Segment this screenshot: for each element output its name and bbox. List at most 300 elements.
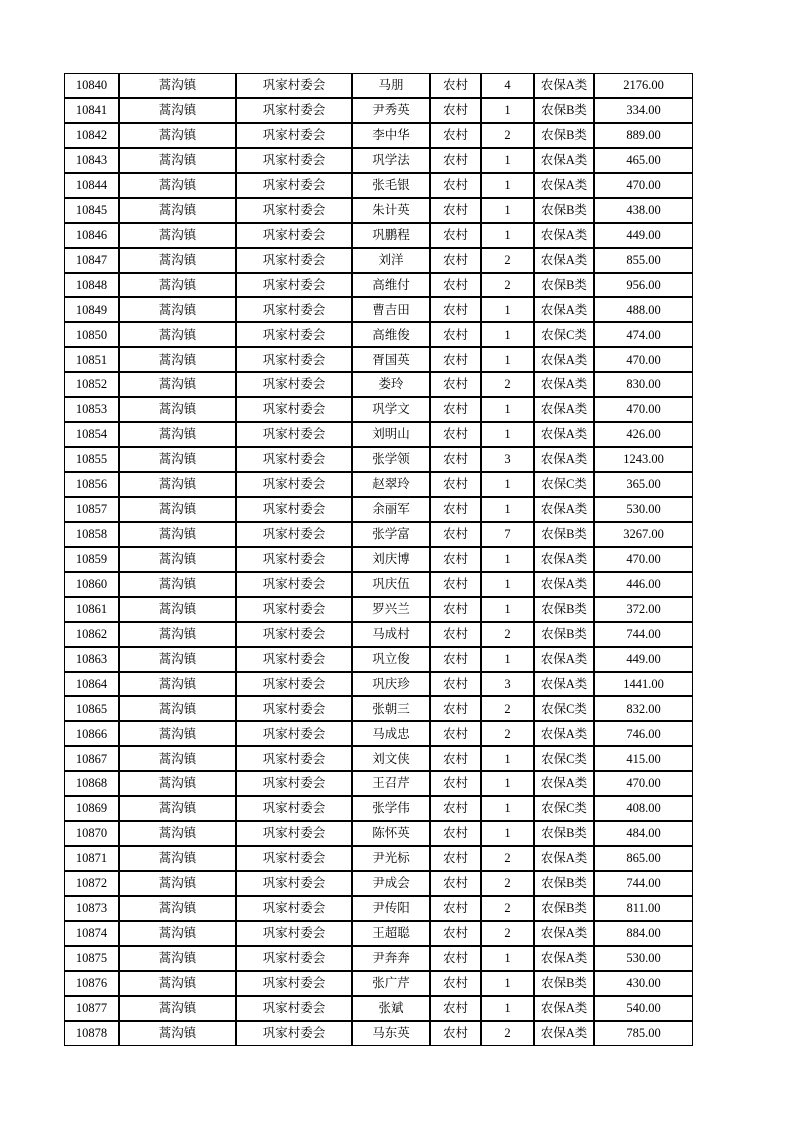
town-cell: 蒿沟镇 bbox=[119, 696, 236, 721]
insurance-type-cell: 农保A类 bbox=[534, 1021, 594, 1046]
person-count-cell: 2 bbox=[481, 921, 534, 946]
table-row bbox=[64, 946, 693, 971]
amount-cell: 470.00 bbox=[594, 173, 693, 198]
town-cell: 蒿沟镇 bbox=[119, 173, 236, 198]
person-count-cell: 1 bbox=[481, 148, 534, 173]
village-committee-cell: 巩家村委会 bbox=[236, 721, 352, 746]
insurance-type-cell: 农保A类 bbox=[534, 297, 594, 322]
person-count-cell: 1 bbox=[481, 397, 534, 422]
amount-cell: 855.00 bbox=[594, 248, 693, 273]
household-category-cell: 农村 bbox=[430, 871, 481, 896]
village-committee-cell: 巩家村委会 bbox=[236, 821, 352, 846]
table-row bbox=[64, 896, 693, 921]
town-cell: 蒿沟镇 bbox=[119, 273, 236, 298]
village-committee-cell: 巩家村委会 bbox=[236, 696, 352, 721]
table-row bbox=[64, 148, 693, 173]
table-row bbox=[64, 821, 693, 846]
serial-number-cell: 10848 bbox=[64, 273, 119, 298]
person-count-cell: 1 bbox=[481, 946, 534, 971]
person-name-cell: 张广芹 bbox=[352, 971, 430, 996]
table-row bbox=[64, 721, 693, 746]
village-committee-cell: 巩家村委会 bbox=[236, 397, 352, 422]
person-count-cell: 1 bbox=[481, 497, 534, 522]
person-count-cell: 2 bbox=[481, 721, 534, 746]
person-count-cell: 2 bbox=[481, 622, 534, 647]
person-name-cell: 尹光标 bbox=[352, 846, 430, 871]
person-count-cell: 1 bbox=[481, 223, 534, 248]
serial-number-cell: 10845 bbox=[64, 198, 119, 223]
amount-cell: 3267.00 bbox=[594, 522, 693, 547]
household-category-cell: 农村 bbox=[430, 347, 481, 372]
household-category-cell: 农村 bbox=[430, 821, 481, 846]
household-category-cell: 农村 bbox=[430, 322, 481, 347]
town-cell: 蒿沟镇 bbox=[119, 771, 236, 796]
amount-cell: 785.00 bbox=[594, 1021, 693, 1046]
town-cell: 蒿沟镇 bbox=[119, 821, 236, 846]
person-name-cell: 高维付 bbox=[352, 273, 430, 298]
town-cell: 蒿沟镇 bbox=[119, 996, 236, 1021]
amount-cell: 365.00 bbox=[594, 472, 693, 497]
household-category-cell: 农村 bbox=[430, 198, 481, 223]
serial-number-cell: 10850 bbox=[64, 322, 119, 347]
table-row bbox=[64, 597, 693, 622]
insurance-type-cell: 农保B类 bbox=[534, 522, 594, 547]
insurance-type-cell: 农保A类 bbox=[534, 173, 594, 198]
table-row bbox=[64, 1021, 693, 1046]
person-count-cell: 1 bbox=[481, 547, 534, 572]
town-cell: 蒿沟镇 bbox=[119, 497, 236, 522]
household-category-cell: 农村 bbox=[430, 73, 481, 98]
person-count-cell: 1 bbox=[481, 796, 534, 821]
town-cell: 蒿沟镇 bbox=[119, 721, 236, 746]
village-committee-cell: 巩家村委会 bbox=[236, 547, 352, 572]
person-name-cell: 巩立俊 bbox=[352, 647, 430, 672]
town-cell: 蒿沟镇 bbox=[119, 447, 236, 472]
person-name-cell: 朱计英 bbox=[352, 198, 430, 223]
person-count-cell: 2 bbox=[481, 372, 534, 397]
village-committee-cell: 巩家村委会 bbox=[236, 522, 352, 547]
town-cell: 蒿沟镇 bbox=[119, 921, 236, 946]
amount-cell: 484.00 bbox=[594, 821, 693, 846]
person-count-cell: 3 bbox=[481, 447, 534, 472]
serial-number-cell: 10869 bbox=[64, 796, 119, 821]
town-cell: 蒿沟镇 bbox=[119, 248, 236, 273]
household-category-cell: 农村 bbox=[430, 522, 481, 547]
insurance-type-cell: 农保B类 bbox=[534, 896, 594, 921]
table-row bbox=[64, 497, 693, 522]
village-committee-cell: 巩家村委会 bbox=[236, 123, 352, 148]
household-category-cell: 农村 bbox=[430, 497, 481, 522]
insurance-type-cell: 农保C类 bbox=[534, 746, 594, 771]
insurance-type-cell: 农保B类 bbox=[534, 971, 594, 996]
serial-number-cell: 10852 bbox=[64, 372, 119, 397]
person-count-cell: 1 bbox=[481, 771, 534, 796]
person-name-cell: 巩鹏程 bbox=[352, 223, 430, 248]
insurance-type-cell: 农保A类 bbox=[534, 422, 594, 447]
person-count-cell: 1 bbox=[481, 971, 534, 996]
village-committee-cell: 巩家村委会 bbox=[236, 497, 352, 522]
town-cell: 蒿沟镇 bbox=[119, 871, 236, 896]
village-committee-cell: 巩家村委会 bbox=[236, 98, 352, 123]
village-committee-cell: 巩家村委会 bbox=[236, 248, 352, 273]
town-cell: 蒿沟镇 bbox=[119, 422, 236, 447]
town-cell: 蒿沟镇 bbox=[119, 472, 236, 497]
amount-cell: 889.00 bbox=[594, 123, 693, 148]
serial-number-cell: 10844 bbox=[64, 173, 119, 198]
town-cell: 蒿沟镇 bbox=[119, 572, 236, 597]
person-name-cell: 刘庆博 bbox=[352, 547, 430, 572]
amount-cell: 470.00 bbox=[594, 547, 693, 572]
person-count-cell: 1 bbox=[481, 647, 534, 672]
village-committee-cell: 巩家村委会 bbox=[236, 647, 352, 672]
serial-number-cell: 10871 bbox=[64, 846, 119, 871]
household-category-cell: 农村 bbox=[430, 597, 481, 622]
household-category-cell: 农村 bbox=[430, 971, 481, 996]
household-category-cell: 农村 bbox=[430, 173, 481, 198]
table-row bbox=[64, 248, 693, 273]
town-cell: 蒿沟镇 bbox=[119, 397, 236, 422]
person-name-cell: 刘洋 bbox=[352, 248, 430, 273]
person-count-cell: 1 bbox=[481, 821, 534, 846]
person-count-cell: 2 bbox=[481, 123, 534, 148]
person-count-cell: 1 bbox=[481, 322, 534, 347]
insurance-type-cell: 农保A类 bbox=[534, 846, 594, 871]
town-cell: 蒿沟镇 bbox=[119, 796, 236, 821]
household-category-cell: 农村 bbox=[430, 372, 481, 397]
village-committee-cell: 巩家村委会 bbox=[236, 273, 352, 298]
table-row bbox=[64, 871, 693, 896]
person-name-cell: 巩庆伍 bbox=[352, 572, 430, 597]
person-name-cell: 余丽军 bbox=[352, 497, 430, 522]
household-category-cell: 农村 bbox=[430, 746, 481, 771]
village-committee-cell: 巩家村委会 bbox=[236, 148, 352, 173]
household-category-cell: 农村 bbox=[430, 622, 481, 647]
household-category-cell: 农村 bbox=[430, 223, 481, 248]
table-row bbox=[64, 746, 693, 771]
amount-cell: 438.00 bbox=[594, 198, 693, 223]
amount-cell: 2176.00 bbox=[594, 73, 693, 98]
serial-number-cell: 10863 bbox=[64, 647, 119, 672]
amount-cell: 956.00 bbox=[594, 273, 693, 298]
person-name-cell: 巩学文 bbox=[352, 397, 430, 422]
table-row bbox=[64, 622, 693, 647]
person-count-cell: 1 bbox=[481, 198, 534, 223]
serial-number-cell: 10856 bbox=[64, 472, 119, 497]
town-cell: 蒿沟镇 bbox=[119, 746, 236, 771]
amount-cell: 408.00 bbox=[594, 796, 693, 821]
household-category-cell: 农村 bbox=[430, 397, 481, 422]
insurance-type-cell: 农保A类 bbox=[534, 397, 594, 422]
village-committee-cell: 巩家村委会 bbox=[236, 672, 352, 697]
insurance-type-cell: 农保A类 bbox=[534, 73, 594, 98]
serial-number-cell: 10874 bbox=[64, 921, 119, 946]
table-row bbox=[64, 173, 693, 198]
person-count-cell: 1 bbox=[481, 297, 534, 322]
amount-cell: 465.00 bbox=[594, 148, 693, 173]
town-cell: 蒿沟镇 bbox=[119, 98, 236, 123]
insurance-type-cell: 农保B类 bbox=[534, 98, 594, 123]
person-name-cell: 高维俊 bbox=[352, 322, 430, 347]
village-committee-cell: 巩家村委会 bbox=[236, 971, 352, 996]
amount-cell: 449.00 bbox=[594, 647, 693, 672]
village-committee-cell: 巩家村委会 bbox=[236, 223, 352, 248]
person-name-cell: 王召芹 bbox=[352, 771, 430, 796]
serial-number-cell: 10875 bbox=[64, 946, 119, 971]
insurance-type-cell: 农保B类 bbox=[534, 871, 594, 896]
person-name-cell: 王超聪 bbox=[352, 921, 430, 946]
insurance-type-cell: 农保B类 bbox=[534, 597, 594, 622]
amount-cell: 470.00 bbox=[594, 397, 693, 422]
amount-cell: 430.00 bbox=[594, 971, 693, 996]
town-cell: 蒿沟镇 bbox=[119, 198, 236, 223]
village-committee-cell: 巩家村委会 bbox=[236, 322, 352, 347]
person-count-cell: 1 bbox=[481, 746, 534, 771]
person-name-cell: 刘文侠 bbox=[352, 746, 430, 771]
amount-cell: 1441.00 bbox=[594, 672, 693, 697]
person-count-cell: 1 bbox=[481, 173, 534, 198]
amount-cell: 811.00 bbox=[594, 896, 693, 921]
serial-number-cell: 10846 bbox=[64, 223, 119, 248]
person-name-cell: 曹吉田 bbox=[352, 297, 430, 322]
person-count-cell: 1 bbox=[481, 98, 534, 123]
serial-number-cell: 10854 bbox=[64, 422, 119, 447]
serial-number-cell: 10870 bbox=[64, 821, 119, 846]
person-count-cell: 1 bbox=[481, 347, 534, 372]
person-count-cell: 1 bbox=[481, 597, 534, 622]
serial-number-cell: 10865 bbox=[64, 696, 119, 721]
person-count-cell: 2 bbox=[481, 896, 534, 921]
amount-cell: 334.00 bbox=[594, 98, 693, 123]
insurance-type-cell: 农保A类 bbox=[534, 497, 594, 522]
village-committee-cell: 巩家村委会 bbox=[236, 871, 352, 896]
person-name-cell: 尹传阳 bbox=[352, 896, 430, 921]
household-category-cell: 农村 bbox=[430, 846, 481, 871]
household-category-cell: 农村 bbox=[430, 771, 481, 796]
table-row bbox=[64, 422, 693, 447]
amount-cell: 865.00 bbox=[594, 846, 693, 871]
person-name-cell: 罗兴兰 bbox=[352, 597, 430, 622]
table-row bbox=[64, 123, 693, 148]
amount-cell: 832.00 bbox=[594, 696, 693, 721]
table-row bbox=[64, 846, 693, 871]
household-category-cell: 农村 bbox=[430, 422, 481, 447]
person-name-cell: 马成忠 bbox=[352, 721, 430, 746]
insurance-type-cell: 农保A类 bbox=[534, 721, 594, 746]
person-name-cell: 赵翠玲 bbox=[352, 472, 430, 497]
person-name-cell: 张学伟 bbox=[352, 796, 430, 821]
person-name-cell: 娄玲 bbox=[352, 372, 430, 397]
person-name-cell: 胥国英 bbox=[352, 347, 430, 372]
serial-number-cell: 10876 bbox=[64, 971, 119, 996]
town-cell: 蒿沟镇 bbox=[119, 622, 236, 647]
village-committee-cell: 巩家村委会 bbox=[236, 572, 352, 597]
village-committee-cell: 巩家村委会 bbox=[236, 921, 352, 946]
insurance-type-cell: 农保C类 bbox=[534, 322, 594, 347]
table-row bbox=[64, 297, 693, 322]
household-category-cell: 农村 bbox=[430, 547, 481, 572]
household-category-cell: 农村 bbox=[430, 297, 481, 322]
serial-number-cell: 10857 bbox=[64, 497, 119, 522]
serial-number-cell: 10860 bbox=[64, 572, 119, 597]
amount-cell: 744.00 bbox=[594, 871, 693, 896]
insurance-roster-table bbox=[64, 73, 693, 1046]
insurance-type-cell: 农保A类 bbox=[534, 148, 594, 173]
household-category-cell: 农村 bbox=[430, 1021, 481, 1046]
insurance-type-cell: 农保A类 bbox=[534, 672, 594, 697]
amount-cell: 446.00 bbox=[594, 572, 693, 597]
household-category-cell: 农村 bbox=[430, 123, 481, 148]
serial-number-cell: 10858 bbox=[64, 522, 119, 547]
serial-number-cell: 10841 bbox=[64, 98, 119, 123]
village-committee-cell: 巩家村委会 bbox=[236, 996, 352, 1021]
town-cell: 蒿沟镇 bbox=[119, 1021, 236, 1046]
person-count-cell: 3 bbox=[481, 672, 534, 697]
table-row bbox=[64, 696, 693, 721]
insurance-type-cell: 农保A类 bbox=[534, 248, 594, 273]
person-name-cell: 张朝三 bbox=[352, 696, 430, 721]
amount-cell: 488.00 bbox=[594, 297, 693, 322]
person-count-cell: 2 bbox=[481, 273, 534, 298]
table-row bbox=[64, 971, 693, 996]
table-row bbox=[64, 447, 693, 472]
town-cell: 蒿沟镇 bbox=[119, 297, 236, 322]
table-row bbox=[64, 522, 693, 547]
serial-number-cell: 10864 bbox=[64, 672, 119, 697]
table-row bbox=[64, 472, 693, 497]
person-name-cell: 张学富 bbox=[352, 522, 430, 547]
person-count-cell: 1 bbox=[481, 996, 534, 1021]
insurance-type-cell: 农保A类 bbox=[534, 647, 594, 672]
table-row bbox=[64, 273, 693, 298]
household-category-cell: 农村 bbox=[430, 248, 481, 273]
person-count-cell: 2 bbox=[481, 248, 534, 273]
table-row bbox=[64, 98, 693, 123]
serial-number-cell: 10873 bbox=[64, 896, 119, 921]
amount-cell: 530.00 bbox=[594, 946, 693, 971]
serial-number-cell: 10877 bbox=[64, 996, 119, 1021]
insurance-type-cell: 农保B类 bbox=[534, 198, 594, 223]
village-committee-cell: 巩家村委会 bbox=[236, 846, 352, 871]
town-cell: 蒿沟镇 bbox=[119, 672, 236, 697]
person-name-cell: 巩庆珍 bbox=[352, 672, 430, 697]
person-count-cell: 2 bbox=[481, 1021, 534, 1046]
amount-cell: 426.00 bbox=[594, 422, 693, 447]
serial-number-cell: 10849 bbox=[64, 297, 119, 322]
village-committee-cell: 巩家村委会 bbox=[236, 597, 352, 622]
person-count-cell: 2 bbox=[481, 871, 534, 896]
town-cell: 蒿沟镇 bbox=[119, 148, 236, 173]
insurance-type-cell: 农保A类 bbox=[534, 223, 594, 248]
table-row bbox=[64, 996, 693, 1021]
insurance-type-cell: 农保A类 bbox=[534, 996, 594, 1021]
person-name-cell: 张学领 bbox=[352, 447, 430, 472]
town-cell: 蒿沟镇 bbox=[119, 946, 236, 971]
serial-number-cell: 10878 bbox=[64, 1021, 119, 1046]
person-count-cell: 1 bbox=[481, 472, 534, 497]
insurance-type-cell: 农保A类 bbox=[534, 921, 594, 946]
village-committee-cell: 巩家村委会 bbox=[236, 347, 352, 372]
insurance-type-cell: 农保C类 bbox=[534, 472, 594, 497]
town-cell: 蒿沟镇 bbox=[119, 322, 236, 347]
village-committee-cell: 巩家村委会 bbox=[236, 771, 352, 796]
serial-number-cell: 10840 bbox=[64, 73, 119, 98]
household-category-cell: 农村 bbox=[430, 148, 481, 173]
village-committee-cell: 巩家村委会 bbox=[236, 1021, 352, 1046]
household-category-cell: 农村 bbox=[430, 647, 481, 672]
table-row bbox=[64, 198, 693, 223]
amount-cell: 474.00 bbox=[594, 322, 693, 347]
person-name-cell: 尹奔奔 bbox=[352, 946, 430, 971]
village-committee-cell: 巩家村委会 bbox=[236, 746, 352, 771]
serial-number-cell: 10866 bbox=[64, 721, 119, 746]
household-category-cell: 农村 bbox=[430, 796, 481, 821]
insurance-type-cell: 农保B类 bbox=[534, 273, 594, 298]
serial-number-cell: 10843 bbox=[64, 148, 119, 173]
insurance-type-cell: 农保C类 bbox=[534, 796, 594, 821]
village-committee-cell: 巩家村委会 bbox=[236, 173, 352, 198]
person-count-cell: 1 bbox=[481, 572, 534, 597]
table-row bbox=[64, 347, 693, 372]
amount-cell: 470.00 bbox=[594, 347, 693, 372]
household-category-cell: 农村 bbox=[430, 946, 481, 971]
village-committee-cell: 巩家村委会 bbox=[236, 896, 352, 921]
insurance-type-cell: 农保A类 bbox=[534, 372, 594, 397]
amount-cell: 372.00 bbox=[594, 597, 693, 622]
person-count-cell: 2 bbox=[481, 846, 534, 871]
insurance-type-cell: 农保A类 bbox=[534, 572, 594, 597]
town-cell: 蒿沟镇 bbox=[119, 347, 236, 372]
amount-cell: 1243.00 bbox=[594, 447, 693, 472]
table-row bbox=[64, 672, 693, 697]
insurance-type-cell: 农保A类 bbox=[534, 347, 594, 372]
table-row bbox=[64, 322, 693, 347]
village-committee-cell: 巩家村委会 bbox=[236, 198, 352, 223]
person-count-cell: 4 bbox=[481, 73, 534, 98]
person-name-cell: 尹秀英 bbox=[352, 98, 430, 123]
household-category-cell: 农村 bbox=[430, 472, 481, 497]
household-category-cell: 农村 bbox=[430, 896, 481, 921]
serial-number-cell: 10872 bbox=[64, 871, 119, 896]
village-committee-cell: 巩家村委会 bbox=[236, 297, 352, 322]
serial-number-cell: 10855 bbox=[64, 447, 119, 472]
village-committee-cell: 巩家村委会 bbox=[236, 946, 352, 971]
town-cell: 蒿沟镇 bbox=[119, 522, 236, 547]
insurance-type-cell: 农保A类 bbox=[534, 547, 594, 572]
person-name-cell: 尹成会 bbox=[352, 871, 430, 896]
serial-number-cell: 10853 bbox=[64, 397, 119, 422]
serial-number-cell: 10851 bbox=[64, 347, 119, 372]
serial-number-cell: 10861 bbox=[64, 597, 119, 622]
village-committee-cell: 巩家村委会 bbox=[236, 472, 352, 497]
household-category-cell: 农村 bbox=[430, 996, 481, 1021]
town-cell: 蒿沟镇 bbox=[119, 123, 236, 148]
person-name-cell: 李中华 bbox=[352, 123, 430, 148]
table-row bbox=[64, 921, 693, 946]
town-cell: 蒿沟镇 bbox=[119, 846, 236, 871]
person-count-cell: 2 bbox=[481, 696, 534, 721]
village-committee-cell: 巩家村委会 bbox=[236, 73, 352, 98]
town-cell: 蒿沟镇 bbox=[119, 647, 236, 672]
person-count-cell: 7 bbox=[481, 522, 534, 547]
town-cell: 蒿沟镇 bbox=[119, 73, 236, 98]
insurance-type-cell: 农保B类 bbox=[534, 123, 594, 148]
household-category-cell: 农村 bbox=[430, 98, 481, 123]
household-category-cell: 农村 bbox=[430, 572, 481, 597]
serial-number-cell: 10842 bbox=[64, 123, 119, 148]
amount-cell: 884.00 bbox=[594, 921, 693, 946]
town-cell: 蒿沟镇 bbox=[119, 372, 236, 397]
table-body bbox=[64, 73, 693, 1046]
